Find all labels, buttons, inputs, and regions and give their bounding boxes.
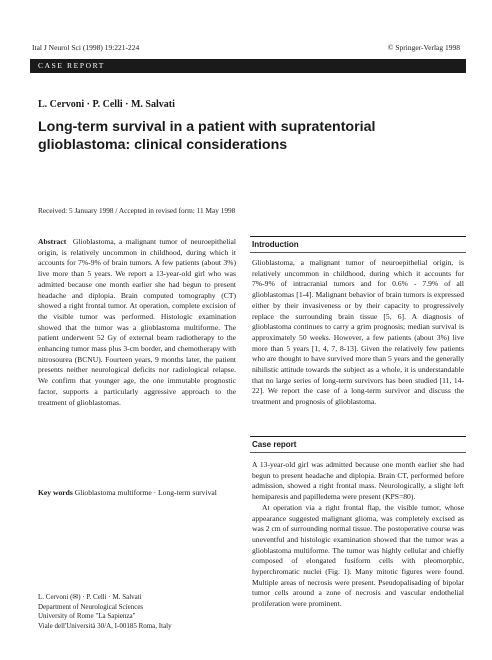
correspondence-address bbox=[38, 593, 238, 631]
introduction-top-rule bbox=[250, 236, 466, 237]
keywords bbox=[38, 488, 236, 499]
introduction-body bbox=[252, 258, 464, 408]
abstract-label: Abstract bbox=[38, 237, 67, 246]
case-report-bottom-rule bbox=[250, 452, 466, 453]
keywords-label: Key words bbox=[38, 488, 73, 497]
case-report-top-rule bbox=[250, 436, 466, 437]
introduction-paragraph: Glioblastoma, a malignant tumor of neuroepithelial origin, is relatively uncommon in childhood, during which it accounts for 7%-9% of intracranial tumors and for 0.6% - 7.9% of all glioblastomas [1-4]. Malignant behavior of brain tumors is expressed either by their invasiveness or by their capacity to progressively replace the surrounding brain tissue [5, 6]. A diagnosis of glioblastoma continues to carry a grim prognosis; median survival is approximately 50 weeks. However, a few patients (about 3%) live more than 5 years [1, 4, 7, 8-13]. Given the relatively few patients who are thought to have survived more than 5 years and the generally nihilistic attitude towards the subject as a whole, it is understandable that no large series of long-term survivors has been studied [11, 14-22]. We report the case of a long-term survivor and discuss the treatment and prognosis of glioblastoma. bbox=[252, 258, 464, 407]
address-street: Viale dell'Università 30/A, I-00185 Roma, Italy bbox=[38, 621, 172, 630]
introduction-bottom-rule bbox=[250, 252, 466, 253]
case-report-paragraph-2: At operation via a right frontal flap, the visible tumor, whose appearance suggested malignant glioma, was completely excised as was 2 cm of surrounding normal tissue. The postoperative course was uneventful and histologic examination showed that the tumor was a glioblastoma multiforme. The tumor was highly cellular and chiefly composed of elongated fusiform cells with pleomorphic, hyperchromatic nuclei (Fig. 1). Many mitotic figures were found. Multiple areas of necrosis were present. Pseudopalisading of bipolar tumor cells around a zone of necrosis and vascular endothelial proliferation were prominent. bbox=[252, 502, 464, 609]
author-list: L. Cervoni · P. Celli · M. Salvati bbox=[38, 99, 175, 110]
section-label-bar: CASE REPORT bbox=[30, 59, 466, 73]
address-department: Department of Neurological Sciences bbox=[38, 602, 144, 611]
journal-header bbox=[32, 43, 460, 52]
abstract-text: Glioblastoma, a malignant tumor of neuroepithelial origin, is relatively uncommon in childhood, during which it accounts for 7%-9% of brain tumors. A few patients (about 3%) live more than 5 years. We report a 13-year-old girl who was admitted because one month earlier she had begun to present headache and diplopia. Brain computed tomography (CT) showed a right frontal tumor. At operation, complete excision of the visible tumor was performed. Histologic examination showed that the tumor was a glioblastoma multiforme. The patient underwent 52 Gy of external beam radiotherapy to the enhancing tumor mass plus 3-cm border, and chemotherapy with nitrosourea (BCNU). Fourteen years, 9 months later, the patient presents neither neurological deficits nor radiological relapse. We confirm that younger age, the one immutable prognostic factor, supports a particularly aggressive approach to the treatment of glioblastomas. bbox=[38, 237, 236, 407]
case-report-heading: Case report bbox=[252, 440, 297, 449]
address-names: L. Cervoni (✉) · P. Celli · M. Salvati bbox=[38, 593, 142, 601]
abstract bbox=[38, 237, 236, 408]
case-report-paragraph-1: A 13-year-old girl was admitted because one month earlier she had begun to present headache and diplopia. Brain CT, performed before admission, showed a right frontal mass. Neurologically, a slight left hemiparesis and papilledema were present (KPS=80). bbox=[252, 460, 464, 502]
address-university: University of Rome "La Sapienza" bbox=[38, 612, 136, 620]
article-title: Long-term survival in a patient with supratentorial glioblastoma: clinical considerations bbox=[38, 119, 376, 153]
keywords-text: Glioblastoma multiforme · Long-term survival bbox=[74, 488, 217, 497]
copyright-notice: © Springer-Verlag 1998 bbox=[387, 43, 460, 52]
introduction-heading: Introduction bbox=[252, 240, 299, 249]
journal-citation: Ital J Neurol Sci (1998) 19:221-224 bbox=[32, 43, 140, 52]
case-report-body bbox=[252, 460, 464, 610]
received-dates: Received: 5 January 1998 / Accepted in revised form: 11 May 1998 bbox=[38, 206, 236, 215]
